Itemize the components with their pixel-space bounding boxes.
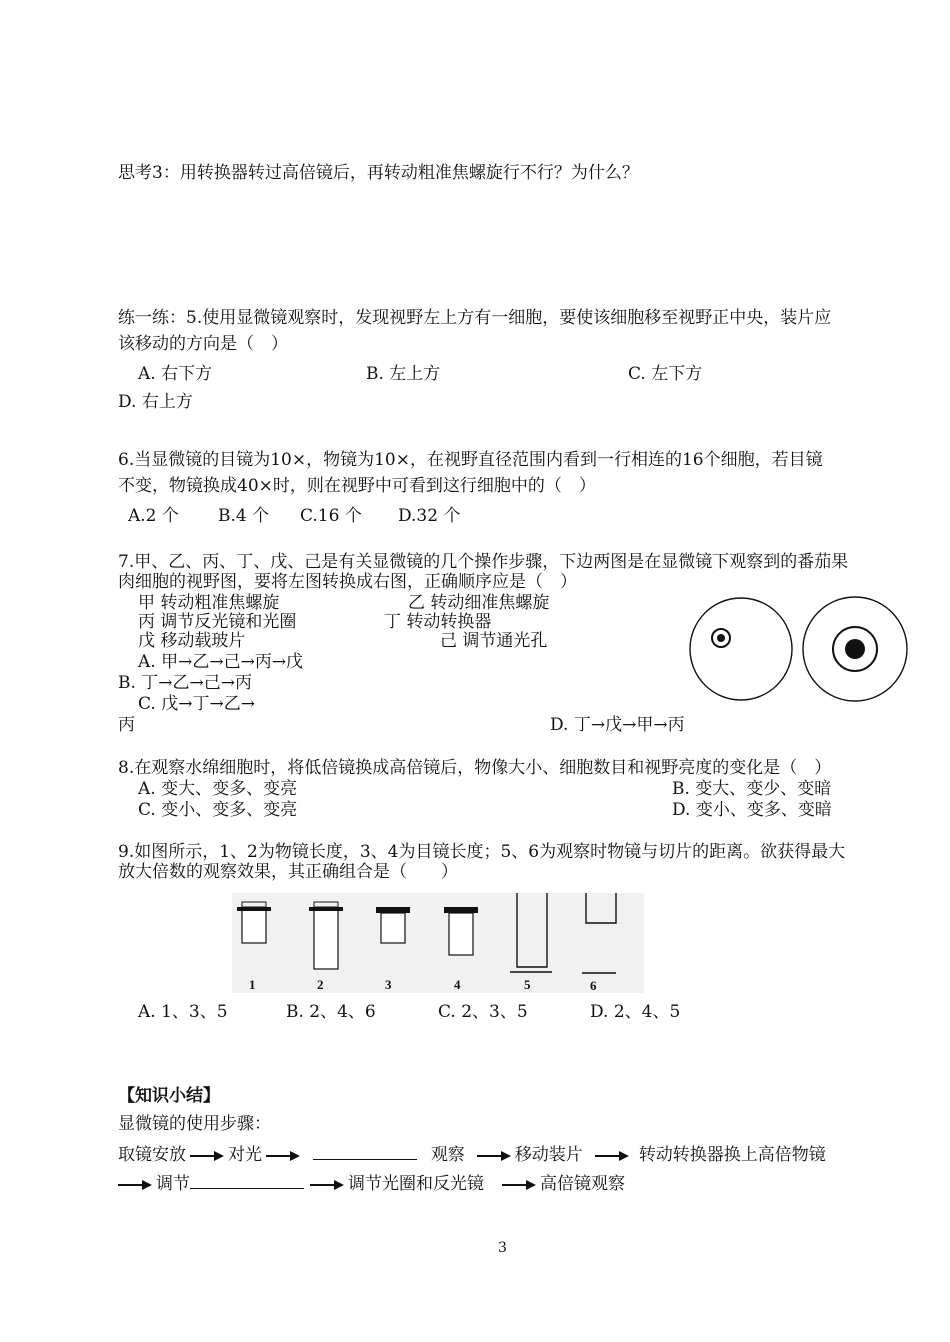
q5-option-c: C. 左下方 [628, 364, 703, 384]
step-take-microscope: 取镜安放 [118, 1145, 186, 1165]
q9-line2: 放大倍数的观察效果，其正确组合是（ ） [118, 862, 458, 882]
q8-option-c: C. 变小、变多、变亮 [138, 800, 298, 820]
q7-step-ji: 己 调节通光孔 [440, 631, 548, 651]
q6-option-d: D.32 个 [398, 506, 461, 526]
q7-line2: 肉细胞的视野图，要将左图转换成右图，正确顺序应是（ ） [118, 572, 577, 592]
lens-4-barrel [449, 913, 473, 955]
q7-option-c: C. 戊→丁→乙→ [138, 694, 255, 714]
lens-label-6: 6 [590, 978, 597, 993]
q9-lens-figure [232, 893, 644, 993]
q6-line2: 不变，物镜换成40×时，则在视野中可看到这行细胞中的（ ） [118, 476, 596, 496]
lens-2-cap [309, 907, 343, 911]
summary-subtitle: 显微镜的使用步骤： [118, 1114, 271, 1134]
q7-option-c-continued: 丙 [118, 715, 135, 735]
q6-option-c: C.16 个 [300, 506, 362, 526]
arrow-icon [190, 1149, 224, 1163]
step-high-power-observe: 高倍镜观察 [540, 1174, 625, 1194]
q6-line1: 6.当显微镜的目镜为10×，物镜为10×，在视野直径范围内看到一行相连的16个细胞，若目镜 [118, 450, 823, 470]
q9-option-d: D. 2、4、5 [590, 1002, 681, 1022]
summary-steps-line1 [118, 1141, 826, 1167]
lens-1-barrel [242, 909, 266, 943]
arrow-icon [477, 1149, 511, 1163]
q7-step-bing: 丙 调节反光镜和光圈 [138, 612, 297, 632]
summary-steps-line2 [118, 1170, 625, 1196]
lens-label-3: 3 [385, 977, 392, 992]
q6-option-b: B.4 个 [218, 506, 270, 526]
answer-blank-1[interactable] [313, 1141, 417, 1160]
arrow-icon [595, 1149, 629, 1163]
step-switch-high-objective: 转动转换器换上高倍物镜 [638, 1145, 826, 1165]
lens-label-2: 2 [317, 977, 324, 992]
step-adjust-diaphragm-mirror: 调节光圈和反光镜 [348, 1174, 484, 1194]
step-adjust: 调节 [156, 1174, 190, 1194]
q7-step-jia: 甲 转动粗准焦螺旋 [138, 593, 280, 613]
arrow-icon [266, 1149, 300, 1163]
q7-step-ding: 丁 转动转换器 [384, 612, 492, 632]
arrow-icon [118, 1178, 152, 1192]
q5-line2: 该移动的方向是（ ） [118, 334, 288, 354]
q8-option-d: D. 变小、变多、变暗 [672, 800, 832, 820]
q8-line1: 8.在观察水绵细胞时，将低倍镜换成高倍镜后，物像大小、细胞数目和视野亮度的变化是（ ） [118, 758, 832, 778]
q7-field-of-view-figure [684, 596, 916, 706]
lens-3-cap [376, 907, 410, 913]
lens-3-barrel [381, 913, 405, 943]
lens-label-5: 5 [524, 977, 531, 992]
summary-heading: 【知识小结】 [118, 1086, 220, 1106]
q9-line1: 9.如图所示，1、2为物镜长度，3、4为目镜长度；5、6为观察时物镜与切片的距离。欲获得最大 [118, 842, 846, 862]
q5-option-b: B. 左上方 [366, 364, 441, 384]
q9-option-c: C. 2、3、5 [438, 1002, 528, 1022]
arrow-icon [502, 1178, 536, 1192]
think3-question: 思考3：用转换器转过高倍镜后，再转动粗准焦螺旋行不行？为什么？ [118, 163, 639, 183]
lens-1-cap [237, 907, 271, 911]
lens-label-4: 4 [454, 977, 461, 992]
step-adjust-light: 对光 [228, 1145, 262, 1165]
right-cell-nucleus [845, 639, 865, 659]
q5-option-d: D. 右上方 [118, 392, 193, 412]
q7-step-wu: 戊 移动载玻片 [138, 631, 246, 651]
answer-blank-2[interactable] [190, 1170, 304, 1189]
q6-option-a: A.2 个 [128, 506, 179, 526]
q7-option-a: A. 甲→乙→己→丙→戊 [138, 652, 304, 672]
step-move-slide: 移动装片 [514, 1145, 583, 1165]
q7-option-b: B. 丁→乙→己→丙 [118, 673, 253, 693]
q5-option-a: A. 右下方 [138, 364, 213, 384]
lens-2-barrel [314, 909, 338, 969]
left-cell-nucleus [717, 634, 725, 642]
left-field-of-view [690, 598, 792, 700]
q7-line1: 7.甲、乙、丙、丁、戊、己是有关显微镜的几个操作步骤，下边两图是在显微镜下观察到的番茄果 [118, 552, 849, 572]
q7-option-d: D. 丁→戊→甲→丙 [550, 715, 685, 735]
q8-option-b: B. 变大、变少、变暗 [672, 779, 832, 799]
step-observe: 观察 [430, 1145, 465, 1165]
lens-4-cap [444, 907, 478, 913]
q9-option-a: A. 1、3、5 [138, 1002, 228, 1022]
page-number: 3 [498, 1240, 507, 1256]
q8-option-a: A. 变大、变多、变亮 [138, 779, 298, 799]
q7-step-yi: 乙 转动细准焦螺旋 [408, 593, 550, 613]
arrow-icon [310, 1178, 344, 1192]
lens-label-1: 1 [249, 977, 256, 992]
q5-line1: 练一练：5.使用显微镜观察时，发现视野左上方有一细胞，要使该细胞移至视野正中央，装片应 [118, 308, 832, 328]
q9-option-b: B. 2、4、6 [286, 1002, 376, 1022]
